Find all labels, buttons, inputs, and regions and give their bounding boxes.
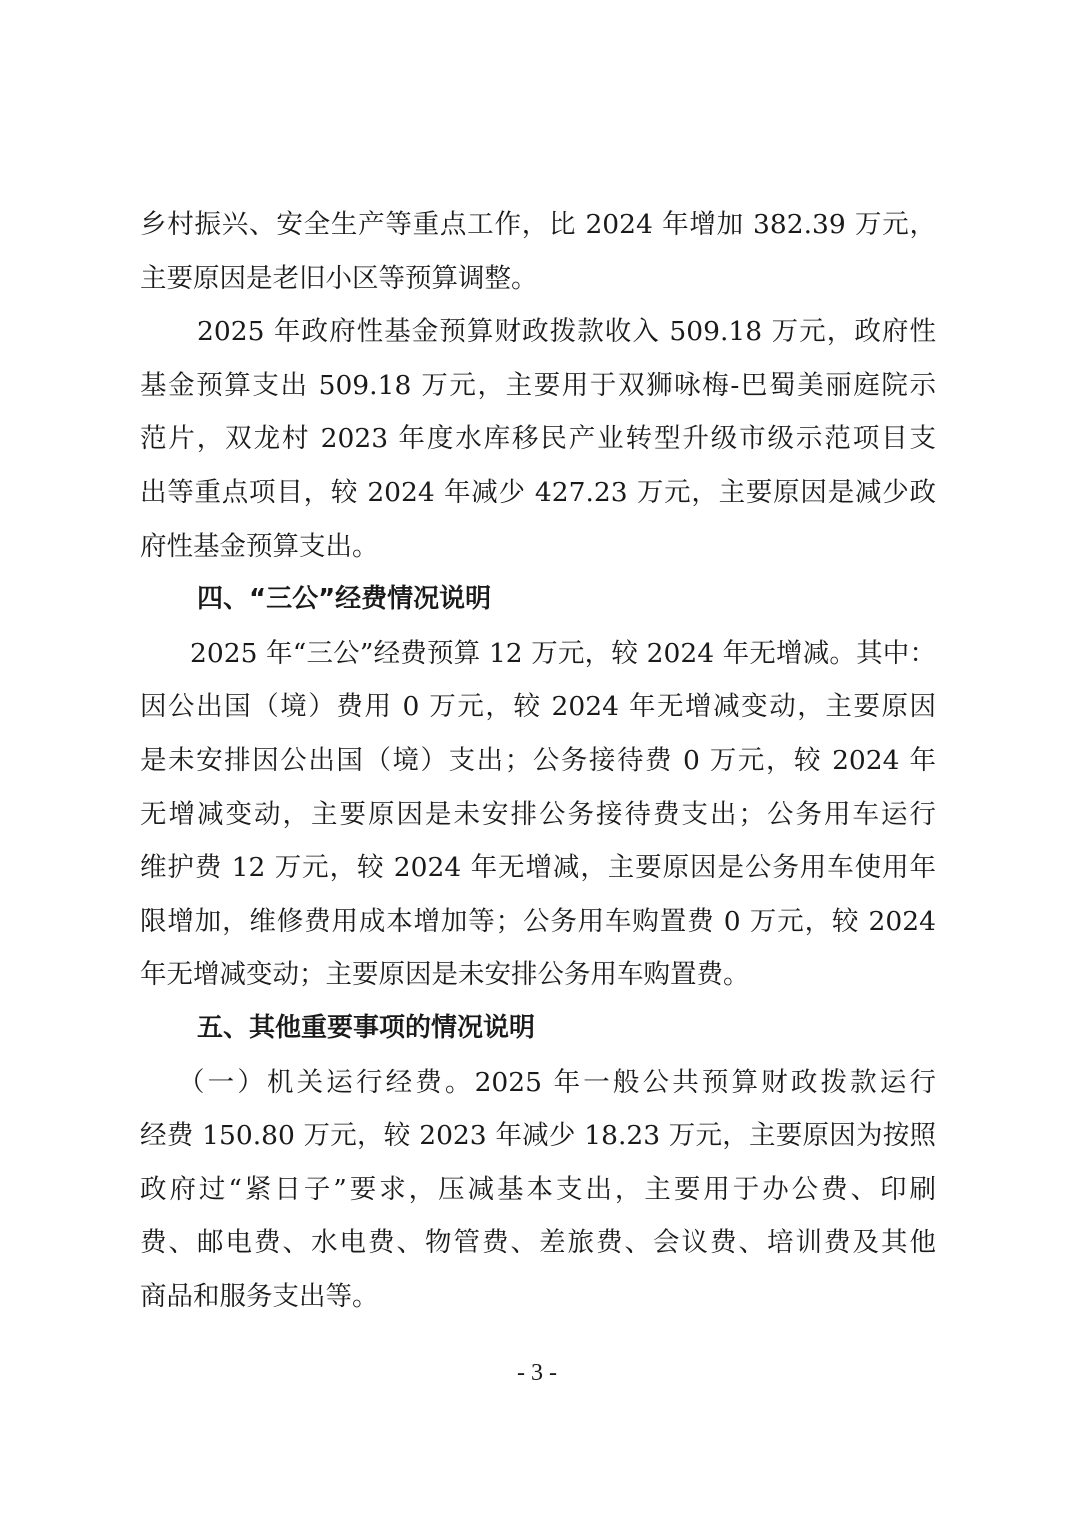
text-line: （一）机关运行经费。2025 年一般公共预算财政拨款运行: [178, 1066, 936, 1098]
text-line: 年无增减变动；主要原因是未安排公务用车购置费。: [140, 959, 750, 991]
paragraph: [140, 1056, 936, 1324]
text-line: 乡村振兴、安全生产等重点工作，比 2024 年增加 382.39 万元，: [140, 209, 936, 240]
text-line: 政府过“紧日子”要求，压减基本支出，主要用于办公费、印刷: [140, 1173, 936, 1205]
text-line: 因公出国（境）费用 0 万元，较 2024 年无增减变动，主要原因: [140, 691, 936, 723]
text-line: 限增加，维修费用成本增加等；公务用车购置费 0 万元，较 2024: [140, 905, 936, 937]
text-line: 经费 150.80 万元，较 2023 年减少 18.23 万元，主要原因为按照: [140, 1120, 936, 1152]
paragraph: [140, 198, 936, 305]
text-line: 费、邮电费、水电费、物管费、差旅费、会议费、培训费及其他: [140, 1227, 936, 1259]
page-number: - 3 -: [517, 1360, 557, 1386]
text-line: 范片，双龙村 2023 年度水库移民产业转型升级市级示范项目支: [140, 423, 936, 455]
text-line: 2025 年“三公”经费预算 12 万元，较 2024 年无增减。其中：: [190, 637, 936, 669]
paragraph: [140, 305, 936, 573]
paragraph: [140, 627, 936, 1002]
text-line: 府性基金预算支出。: [140, 530, 379, 562]
text-line: 2025 年政府性基金预算财政拨款收入 509.18 万元，政府性: [197, 316, 936, 348]
text-line: 是未安排因公出国（境）支出；公务接待费 0 万元，较 2024 年: [140, 744, 936, 776]
text-line: 维护费 12 万元，较 2024 年无增减，主要原因是公务用车使用年: [140, 852, 936, 884]
section-heading: 五、其他重要事项的情况说明: [197, 1012, 536, 1043]
text-line: 商品和服务支出等。: [140, 1280, 379, 1312]
text-line: 出等重点项目，较 2024 年减少 427.23 万元，主要原因是减少政: [140, 476, 936, 508]
text-line: 无增减变动，主要原因是未安排公务接待费支出；公务用车运行: [140, 798, 936, 830]
document-body: [140, 198, 936, 1323]
section-heading: 四、“三公”经费情况说明: [197, 584, 492, 615]
text-line: 主要原因是老旧小区等预算调整。: [140, 262, 538, 294]
text-line: 基金预算支出 509.18 万元，主要用于双狮咏梅-巴蜀美丽庭院示: [140, 369, 936, 401]
